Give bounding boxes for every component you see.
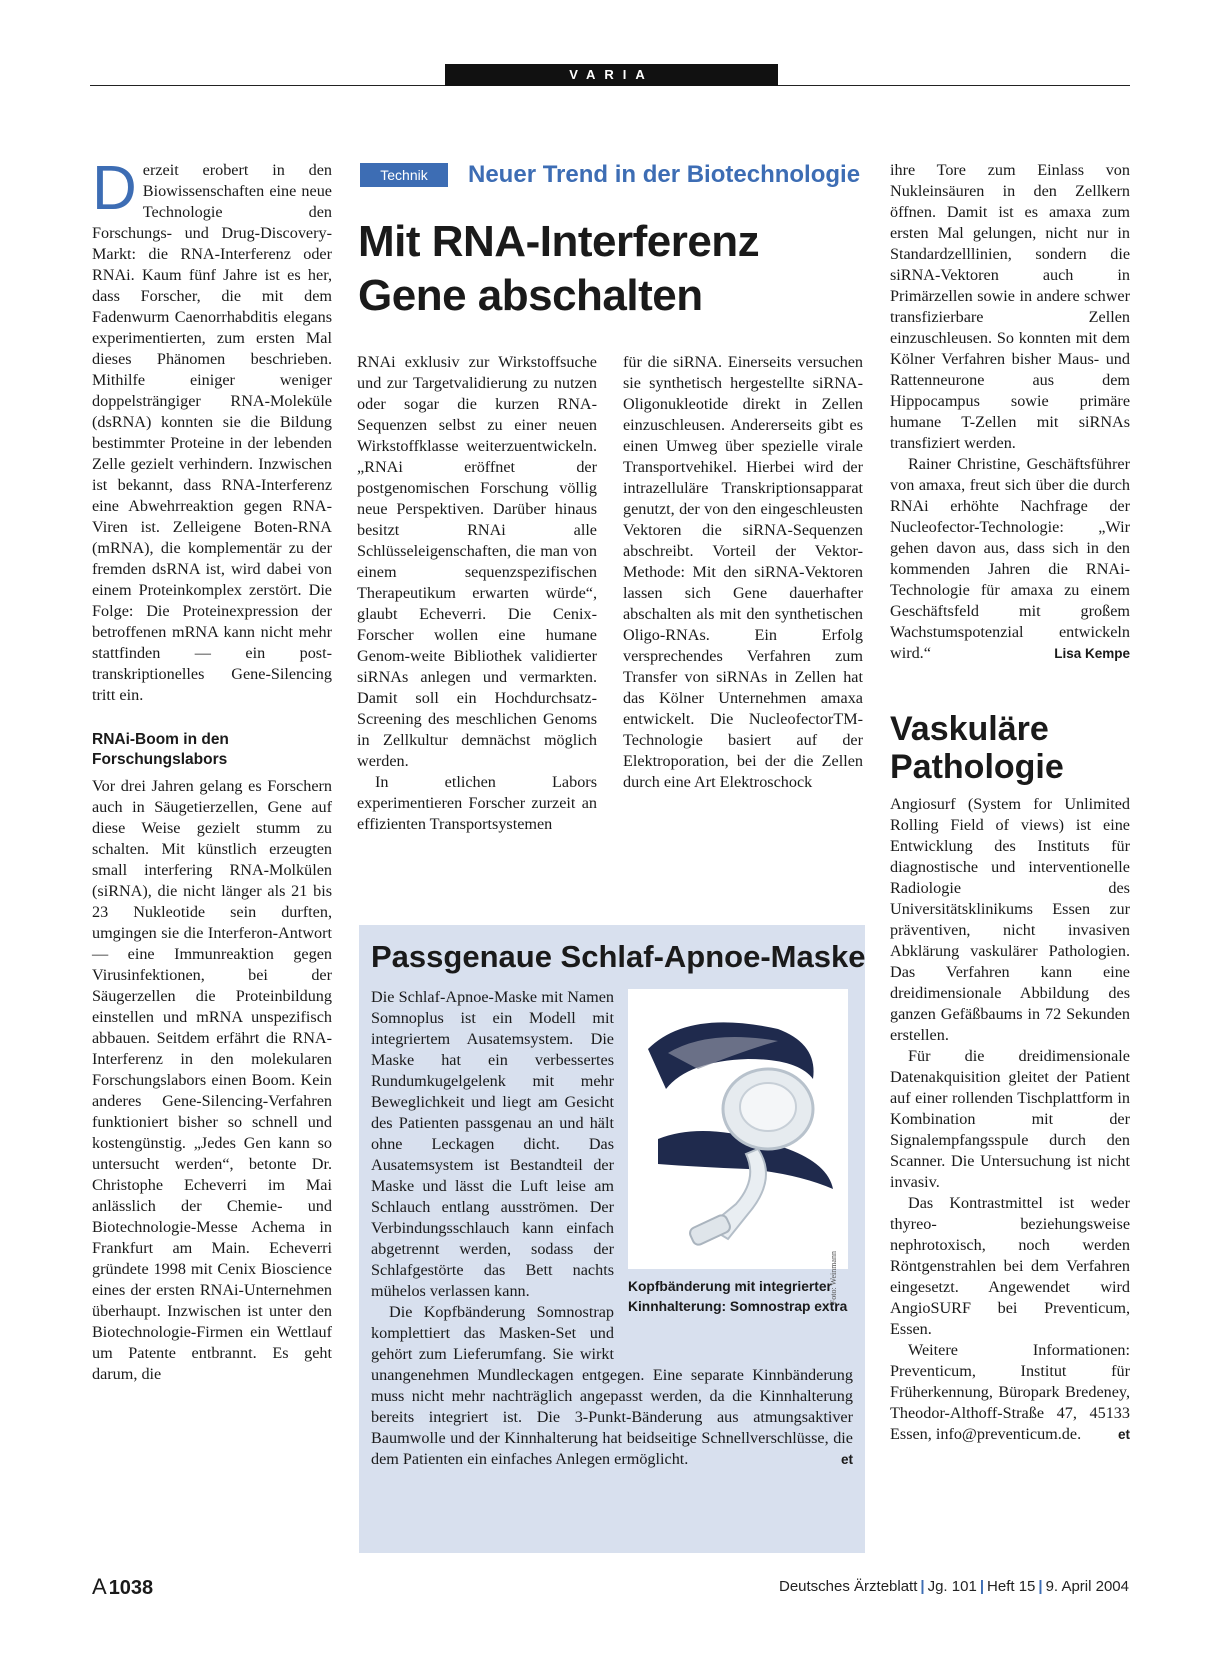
journal-info: Deutsches Ärzteblatt | Jg. 101 | Heft 15 | 9. April 2004 xyxy=(778,1578,1129,1595)
photo-block xyxy=(628,989,853,1351)
article-paragraph: Rainer Christine, Geschäftsführer von amaxa, freut sich über die durch RNAi erhöhte Nachfrage der Nucleofector-Technologie: „Wir gehen davon aus, dass sich in den kommenden Jahren die RNAi-Technologie für amaxa zu einem Geschäftsfeld mit großem Wachstumspotenzial entwickeln wird.“ Lisa Kempe xyxy=(890,455,1130,662)
box-author: et xyxy=(840,1452,853,1467)
journal-date: 9. April 2004 xyxy=(1045,1578,1129,1595)
article-column-1 xyxy=(92,154,332,1385)
intro-paragraph: Derzeit erobert in den Biowissenschaften eine neue Technologie den Forschungs- und Drug-Discovery-Markt: die RNA-Interferenz oder RNAi. Kaum fünf Jahre ist es her, dass Forscher, die mit dem Fadenwurm Caenorrhabditis elegans experimentierten, zum ersten Mal dieses Phänomen beschrieben. Mithilfe einiger weniger doppelsträngiger RNA-Moleküle (dsRNA) konnten sie die Bildung bestimmter Proteine in der lebenden Zelle gezielt verhindern. Inzwischen ist bekannt, dass RNA-Interferenz eine Abwehrreaktion gegen RNA-Viren ist. Zelleigene Boten-RNA (mRNA), die komplementär zu der fremden dsRNA ist, wird dabei von einem Proteinkomplex zerstört. Die Folge: Die Proteinexpression der betroffenen mRNA kann nicht mehr stattfinden — ein post-transkriptionelles Gene-Silencing tritt ein. xyxy=(92,154,332,704)
article-column-4 xyxy=(890,160,1130,1445)
article-paragraph: für die siRNA. Einerseits versuchen sie synthetisch hergestellte siRNA-Oligonukleotide direkt in Zellen einzuschleusen. Andererseits gibt es einen Umweg über spezielle virale Transportvehikel. Hierbei wird der intrazelluläre Transkriptionsapparat genutzt, der von den eingeschleusten Vektoren die siRNA-Sequenzen abschreibt. Vorteil der Vektor-Methode: Mit den siRNA-Vektoren lassen sich Gene dauerhafter abschalten als mit den synthetischen Oligo-RNAs. Ein Erfolg versprechendes Verfahren zum Transfer von siRNAs in Zellen hat das Kölner Unternehmen amaxa entwickelt. Die NucleofectorTM-Technologie basiert auf der Elektroporation, bei der die Zellen durch eine Art Elektroschock xyxy=(623,353,863,791)
box-title: Passgenaue Schlaf-Apnoe-Maske xyxy=(371,939,866,974)
article-subhead: RNAi-Boom in den Forschungslabors xyxy=(92,731,229,768)
sidebar-title: Vaskuläre Pathologie xyxy=(890,710,1064,786)
sleep-mask-illustration xyxy=(628,989,848,1269)
sidebar-paragraph: Für die dreidimensionale Datenakquisition gleitet der Patient auf einer rollenden Tischplattform in Kombination mit der Signalempfangsspule durch den Scanner. Die Untersuchung ist nicht invasiv. xyxy=(890,1047,1130,1191)
journal-issue: Heft 15 xyxy=(987,1578,1036,1595)
article-column-3 xyxy=(623,352,863,793)
article-paragraph: ihre Tore zum Einlass von Nukleinsäuren in den Zellkern öffnen. Damit ist es amaxa zum ersten Mal gelungen, nicht nur in Standardzelllinien, sondern die siRNA-Vektoren auch in Primärzellen sowie in andere schwer transfizierbare Zellen einzuschleusen. So konnten mit dem Kölner Verfahren bisher Maus- und Rattenneurone aus dem Hippocampus sowie primäre humane T-Zellen mit siRNAs transfiziert werden. xyxy=(890,161,1130,452)
article-paragraph: RNAi exklusiv zur Wirkstoffsuche und zur Targetvalidierung zu nutzen oder sogar die kurzen RNA-Sequenzen selbst zu einer neuen Wirkstoffklasse weiterzuentwickeln. „RNAi eröffnet der postgenomischen Forschung völlig neue Perspektiven. Darüber hinaus besitzt RNAi alle Schlüsseleigenschaften, die man von einem sequenzspezifischen Therapeutikum erwarten würde“, glaubt Echeverri. Die Cenix-Forscher wollen eine humane Genom-weite Bibliothek validierter siRNAs anlegen und vermarkten. Damit soll ein Hochdurchsatz-Screening des meschlichen Genoms in Zellkultur demnächst möglich werden. xyxy=(357,353,597,770)
photo-credit: Foto: Weinmann xyxy=(829,1251,838,1305)
page-number: A 1038 xyxy=(92,1574,154,1599)
dropcap: D xyxy=(92,154,137,223)
sidebar-paragraph: Das Kontrastmittel ist weder thyreo- beziehungsweise nephrotoxisch, noch werden Röntgenstrahlen bei dem Verfahren eingesetzt. Angewendet wird AngioSURF bei Preventicum, Essen. xyxy=(890,1194,1130,1338)
journal-name: Deutsches Ärzteblatt xyxy=(778,1578,918,1595)
article-paragraph: In etlichen Labors experimentieren Forscher zurzeit an effizienten Transportsystemen xyxy=(357,773,597,833)
article-column-2 xyxy=(357,352,597,835)
box-paragraph: Foto: Weinmann Kopfbänderung mit integrierter Kinnhalterung: Somnostrap extra Die Schlaf-Apnoe-Maske mit Namen Somnoplus ist ein Modell mit integriertem Ausatemsystem. Die Maske hat ein verbessertes Rundumkugelgelenk mit mehr Beweglichkeit und liegt am Gesicht des Patienten passgenau an und hält ohne Leckagen dicht. Das Ausatemsystem ist Bestandteil der Maske und lässt die Luft leise am Schlauch entlang ausströmen. Der Verbindungsschlauch kann einfach abgetrennt werden, sodass der Schlafgestörte das Bett nachts mühelos verlassen kann. xyxy=(371,987,853,1302)
sidebar-paragraph: Angiosurf (System for Unlimited Rolling Field of views) ist eine Entwicklung des Instituts für diagnostische und interventionelle Radiologie des Universitätsklinikums Essen zur präventiven, nicht invasiven Abklärung vaskulärer Pathologien. Das Verfahren kann eine dreidimensionale Abbildung des ganzen Gefäßbaums in 72 Sekunden erstellen. xyxy=(890,795,1130,1044)
box-text xyxy=(371,987,853,1470)
photo-caption: Kopfbänderung mit integrierter Kinnhalterung: Somnostrap extra xyxy=(628,1279,848,1314)
article-headline: Mit RNA-Interferenz Gene abschalten xyxy=(358,217,760,320)
section-label: VARIA xyxy=(445,64,778,86)
article-kicker: Neuer Trend in der Biotechnologie xyxy=(468,161,861,188)
rubric-badge: Technik xyxy=(360,163,448,187)
sidebar-paragraph: Weitere Informationen: Preventicum, Institut für Früherkennung, Büropark Bredeney, Theodor-Althoff-Straße 47, 45133 Essen, info@preventicum.de. et xyxy=(890,1341,1130,1443)
journal-volume: Jg. 101 xyxy=(927,1578,977,1595)
article-author: Lisa Kempe xyxy=(1054,646,1130,661)
article-paragraph: Vor drei Jahren gelang es Forschern auch in Säugetierzellen, Gene auf diese Weise gezielt stumm zu schalten. Mit künstlich erzeugten small interfering RNA-Molkülen (siRNA), die nicht länger als 21 bis 23 Nukleotide sein durften, umgingen sie die Interferon-Antwort — eine Immunreaktion gegen Virusinfektionen, bei der Säugerzellen die Proteinbildung einstellen und mRNA unspezifisch abbauen. Seitdem erfährt die RNA-Interferenz in den molekularen Forschungslabors einen Boom. Kein anderes Gene-Silencing-Verfahren funktioniert bisher so schnell und kostengünstig. „Jedes Gen kann so untersucht werden“, betonte Dr. Christophe Echeverri im Mai anlässlich der Chemie- und Biotechnologie-Messe Achema in Frankfurt am Main. Echeverri gründete 1998 mit Cenix Bioscience eines der ersten RNAi-Unternehmen überhaupt. Inzwischen ist unter den Biotechnologie-Firmen ein Wettlauf um Patente entbrannt. Es geht darum, die xyxy=(92,777,332,1383)
sidebar-author: et xyxy=(1117,1427,1130,1442)
box-paragraph: Die Kopfbänderung Somnostrap komplettiert das Masken-Set und gehört zum Lieferumfang. Sie wirkt unangenehmen Mundleckagen entgegen. Eine separate Kinnbänderung muss nicht mehr nachträglich angepasst werden, da die Kinnhalterung bereits integriert ist. Die 3-Punkt-Bänderung aus atmungsaktiver Baumwolle und der Kinnhalterung hat beidseitige Schnellverschlüsse, die dem Patienten ein einfaches Anlegen ermöglicht. et xyxy=(371,1303,853,1468)
